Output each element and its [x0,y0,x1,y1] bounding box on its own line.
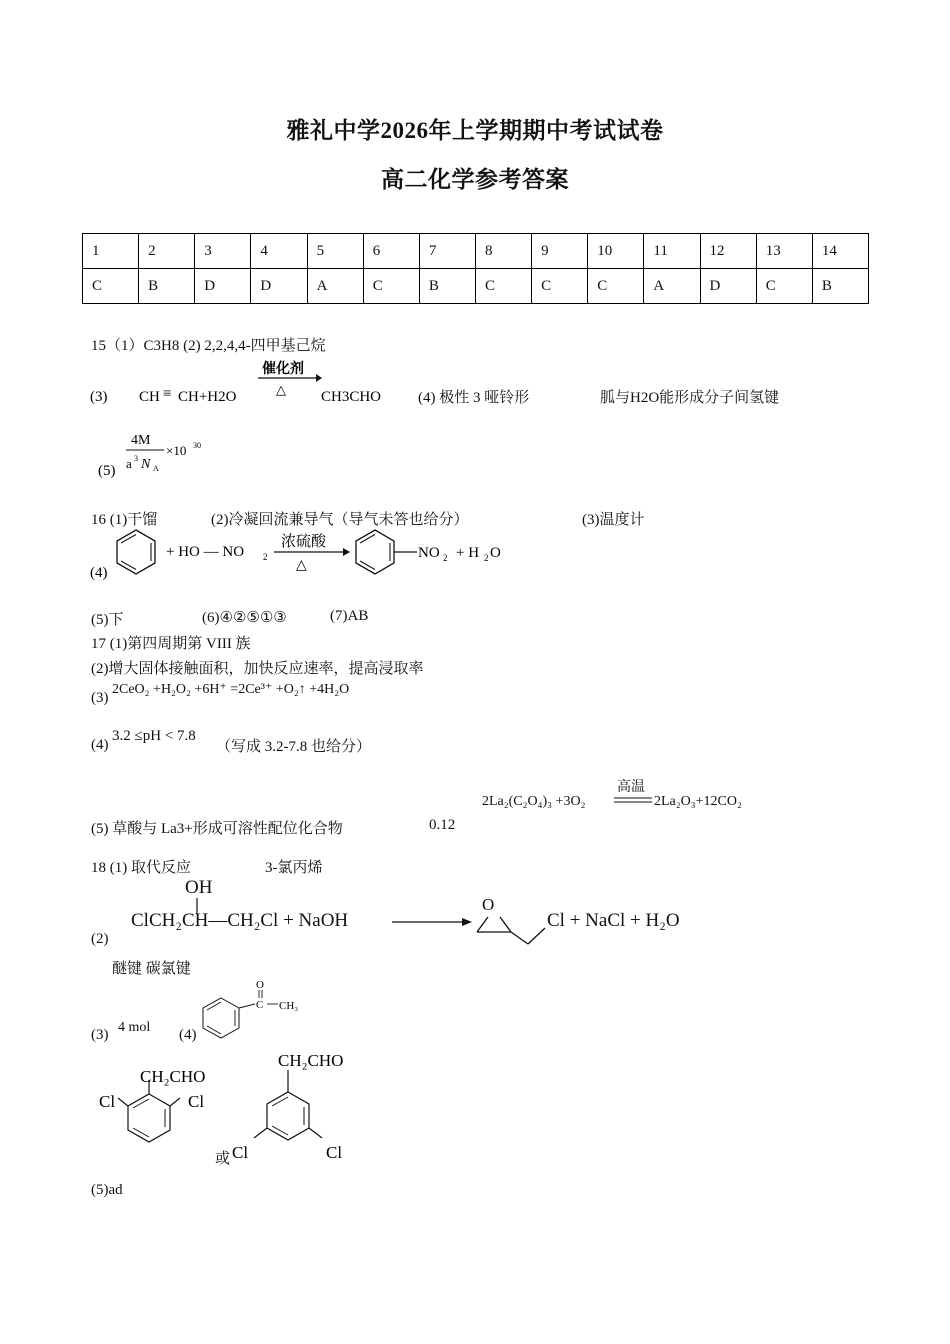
q15-p4: (4) 极性 3 哑铃形 [418,390,530,406]
question-number-cell: 8 [475,234,531,269]
answer-cell: A [644,269,700,304]
q16-condition: 浓硫酸 [281,534,327,550]
q18-cl-1: Cl [99,1092,116,1111]
q17-eq5-right: 2La₂O₃+12CO₂ [654,794,742,809]
question-number-cell: 9 [532,234,588,269]
q16-line1-b: (2)冷凝回流兼导气（导气未答也给分） [211,512,469,528]
q17-eq5-equals-sign [612,796,654,804]
q15-reaction-arrow-head [316,374,322,382]
q18-p3-label: (3) [91,1027,109,1043]
q18-ch2cho-2: CH₂CHO [278,1051,344,1070]
question-number-cell: 4 [251,234,307,269]
q15-p5-times: ×10 [166,443,187,458]
q16-plus-water: + H [456,545,480,561]
q16-water-sub: 2 [484,553,489,563]
q15-catalyst: 催化剂 [262,362,304,377]
answer-cell: C [363,269,419,304]
answer-cell: C [532,269,588,304]
answer-cell: B [812,269,868,304]
q15-p5-den-a: a [126,456,132,471]
q18-isomer-structures [96,1046,366,1170]
q17-line1: 17 (1)第四周期第 VIII 族 [91,636,251,652]
answer-cell: B [139,269,195,304]
q15-p5-numerator: 4M [131,433,151,448]
q18-line1-a: 18 (1) 取代反应 [91,860,191,876]
answer-cell: D [700,269,756,304]
q18-methyl: CH₃ [279,1000,299,1012]
q18-ch2cho-1: CH₂CHO [140,1067,206,1086]
q18-p2-label: (2) [91,931,109,947]
q18-p5: (5)ad [91,1182,123,1198]
q18-cl-4: Cl [326,1143,343,1162]
q18-carbonyl-o: O [256,979,264,991]
q17-eq5-left: 2La₂(C₂O₄)₃ +3O₂ [482,794,586,809]
q18-oh-group: OH [185,877,213,898]
q16-nitration-equation [88,526,518,586]
question-number-cell: 6 [363,234,419,269]
answer-cell: B [419,269,475,304]
q15-p5-den-exp: 3 [134,454,138,463]
answer-cell: C [83,269,139,304]
q18-cl-3: Cl [232,1143,249,1162]
q16-product-sub: 2 [443,553,448,563]
dichlorophenylacetaldehyde-meta-ring-icon [254,1070,322,1140]
q18-reaction-arrow-head [462,918,472,926]
q18-reactant: ClCH₂CH—CH₂Cl + NaOH [131,910,349,931]
page-title: 雅礼中学2026年上学期期中考试试卷 [286,118,664,143]
q15-p5-formula [96,428,226,480]
q17-note4: （写成 3.2-7.8 也给分） [216,739,371,755]
question-number-cell: 1 [83,234,139,269]
q18-epoxide-o: O [482,895,495,914]
q16-reaction-arrow-head [343,548,350,556]
q16-line5-c: (7)AB [330,608,369,624]
table-row-answers [83,269,869,304]
q15-p5-label: (5) [98,463,116,479]
q15-reactant: CH [139,389,160,405]
question-number-cell: 12 [700,234,756,269]
q18-p3-value: 4 mol [118,1020,151,1035]
question-number-cell: 7 [419,234,475,269]
q17-value5: 0.12 [429,817,456,833]
dichlorophenylacetaldehyde-ortho-ring-icon [118,1080,180,1142]
q17-p3-label: (3) [91,690,109,706]
q15-line1: 15（1）C3H8 (2) 2,2,4,4-四甲基己烷 [91,338,326,354]
q15-heat-symbol: △ [276,382,286,397]
epoxide-ring-icon [477,917,545,944]
question-number-cell: 11 [644,234,700,269]
q17-line2: (2)增大固体接触面积，加快反应速率，提高浸取率 [91,661,424,677]
q16-line1-c: (3)温度计 [582,512,645,528]
q15-p5-den-sub: A [153,464,159,473]
q16-reagent: + HO — NO [166,544,245,560]
table-row-numbers [83,234,869,269]
answer-cell: C [588,269,644,304]
q18-acetophenone-structure [198,976,313,1041]
q18-line1-b: 3-氯丙烯 [265,860,323,876]
q16-p4-label: (4) [90,565,108,581]
q18-product: Cl + NaCl + H₂O [547,910,680,931]
question-number-cell: 14 [812,234,868,269]
q16-line5-a: (5)下 [91,612,124,628]
nitrobenzene-ring-icon [356,530,417,574]
q15-p5-den-n: N [141,457,151,472]
q17-line5: (5) 草酸与 La3+形成可溶性配位化合物 [91,821,343,837]
q17-eq4: 3.2 ≤pH < 7.8 [112,728,196,744]
q15-reactant-rest: CH+H2O [178,389,237,405]
question-number-cell: 2 [139,234,195,269]
q16-water-o: O [490,545,501,561]
q18-functional-groups: 醚键 碳氯键 [112,961,191,977]
q18-or: 或 [215,1151,231,1167]
q15-p3-label: (3) [90,389,108,405]
q15-p4-reason: 胍与H2O能形成分子间氢键 [600,390,780,406]
acetophenone-ring-icon [203,990,278,1038]
answer-cell: D [195,269,251,304]
q18-carbonyl-c: C [256,999,264,1011]
q15-triple-bond: ≡ [163,386,172,402]
question-number-cell: 13 [756,234,812,269]
page-subtitle: 高二化学参考答案 [381,167,569,192]
q15-p5-exp: 30 [193,441,201,450]
q16-product-group: NO [418,545,440,561]
answer-cell: D [251,269,307,304]
q16-line5-b: (6)④②⑤①③ [202,610,287,626]
question-number-cell: 10 [588,234,644,269]
answer-cell: A [307,269,363,304]
question-number-cell: 3 [195,234,251,269]
q16-reagent-sub: 2 [263,552,268,562]
q17-eq5-condition: 高温 [617,779,645,795]
benzene-ring-icon [117,530,155,574]
q16-line1-a: 16 (1)干馏 [91,512,158,528]
q17-p4-label: (4) [91,737,109,753]
answer-cell: C [756,269,812,304]
question-number-cell: 5 [307,234,363,269]
answer-cell: C [475,269,531,304]
q15-product: CH3CHO [321,389,382,405]
q18-cl-2: Cl [188,1092,205,1111]
answer-table [82,233,869,304]
q17-eq3: 2CeO₂ +H₂O₂ +6H⁺ =2Ce³⁺ +O₂↑ +4H₂O [112,682,350,697]
q18-p4-label: (4) [179,1027,197,1043]
q16-heat-symbol: △ [296,558,307,573]
